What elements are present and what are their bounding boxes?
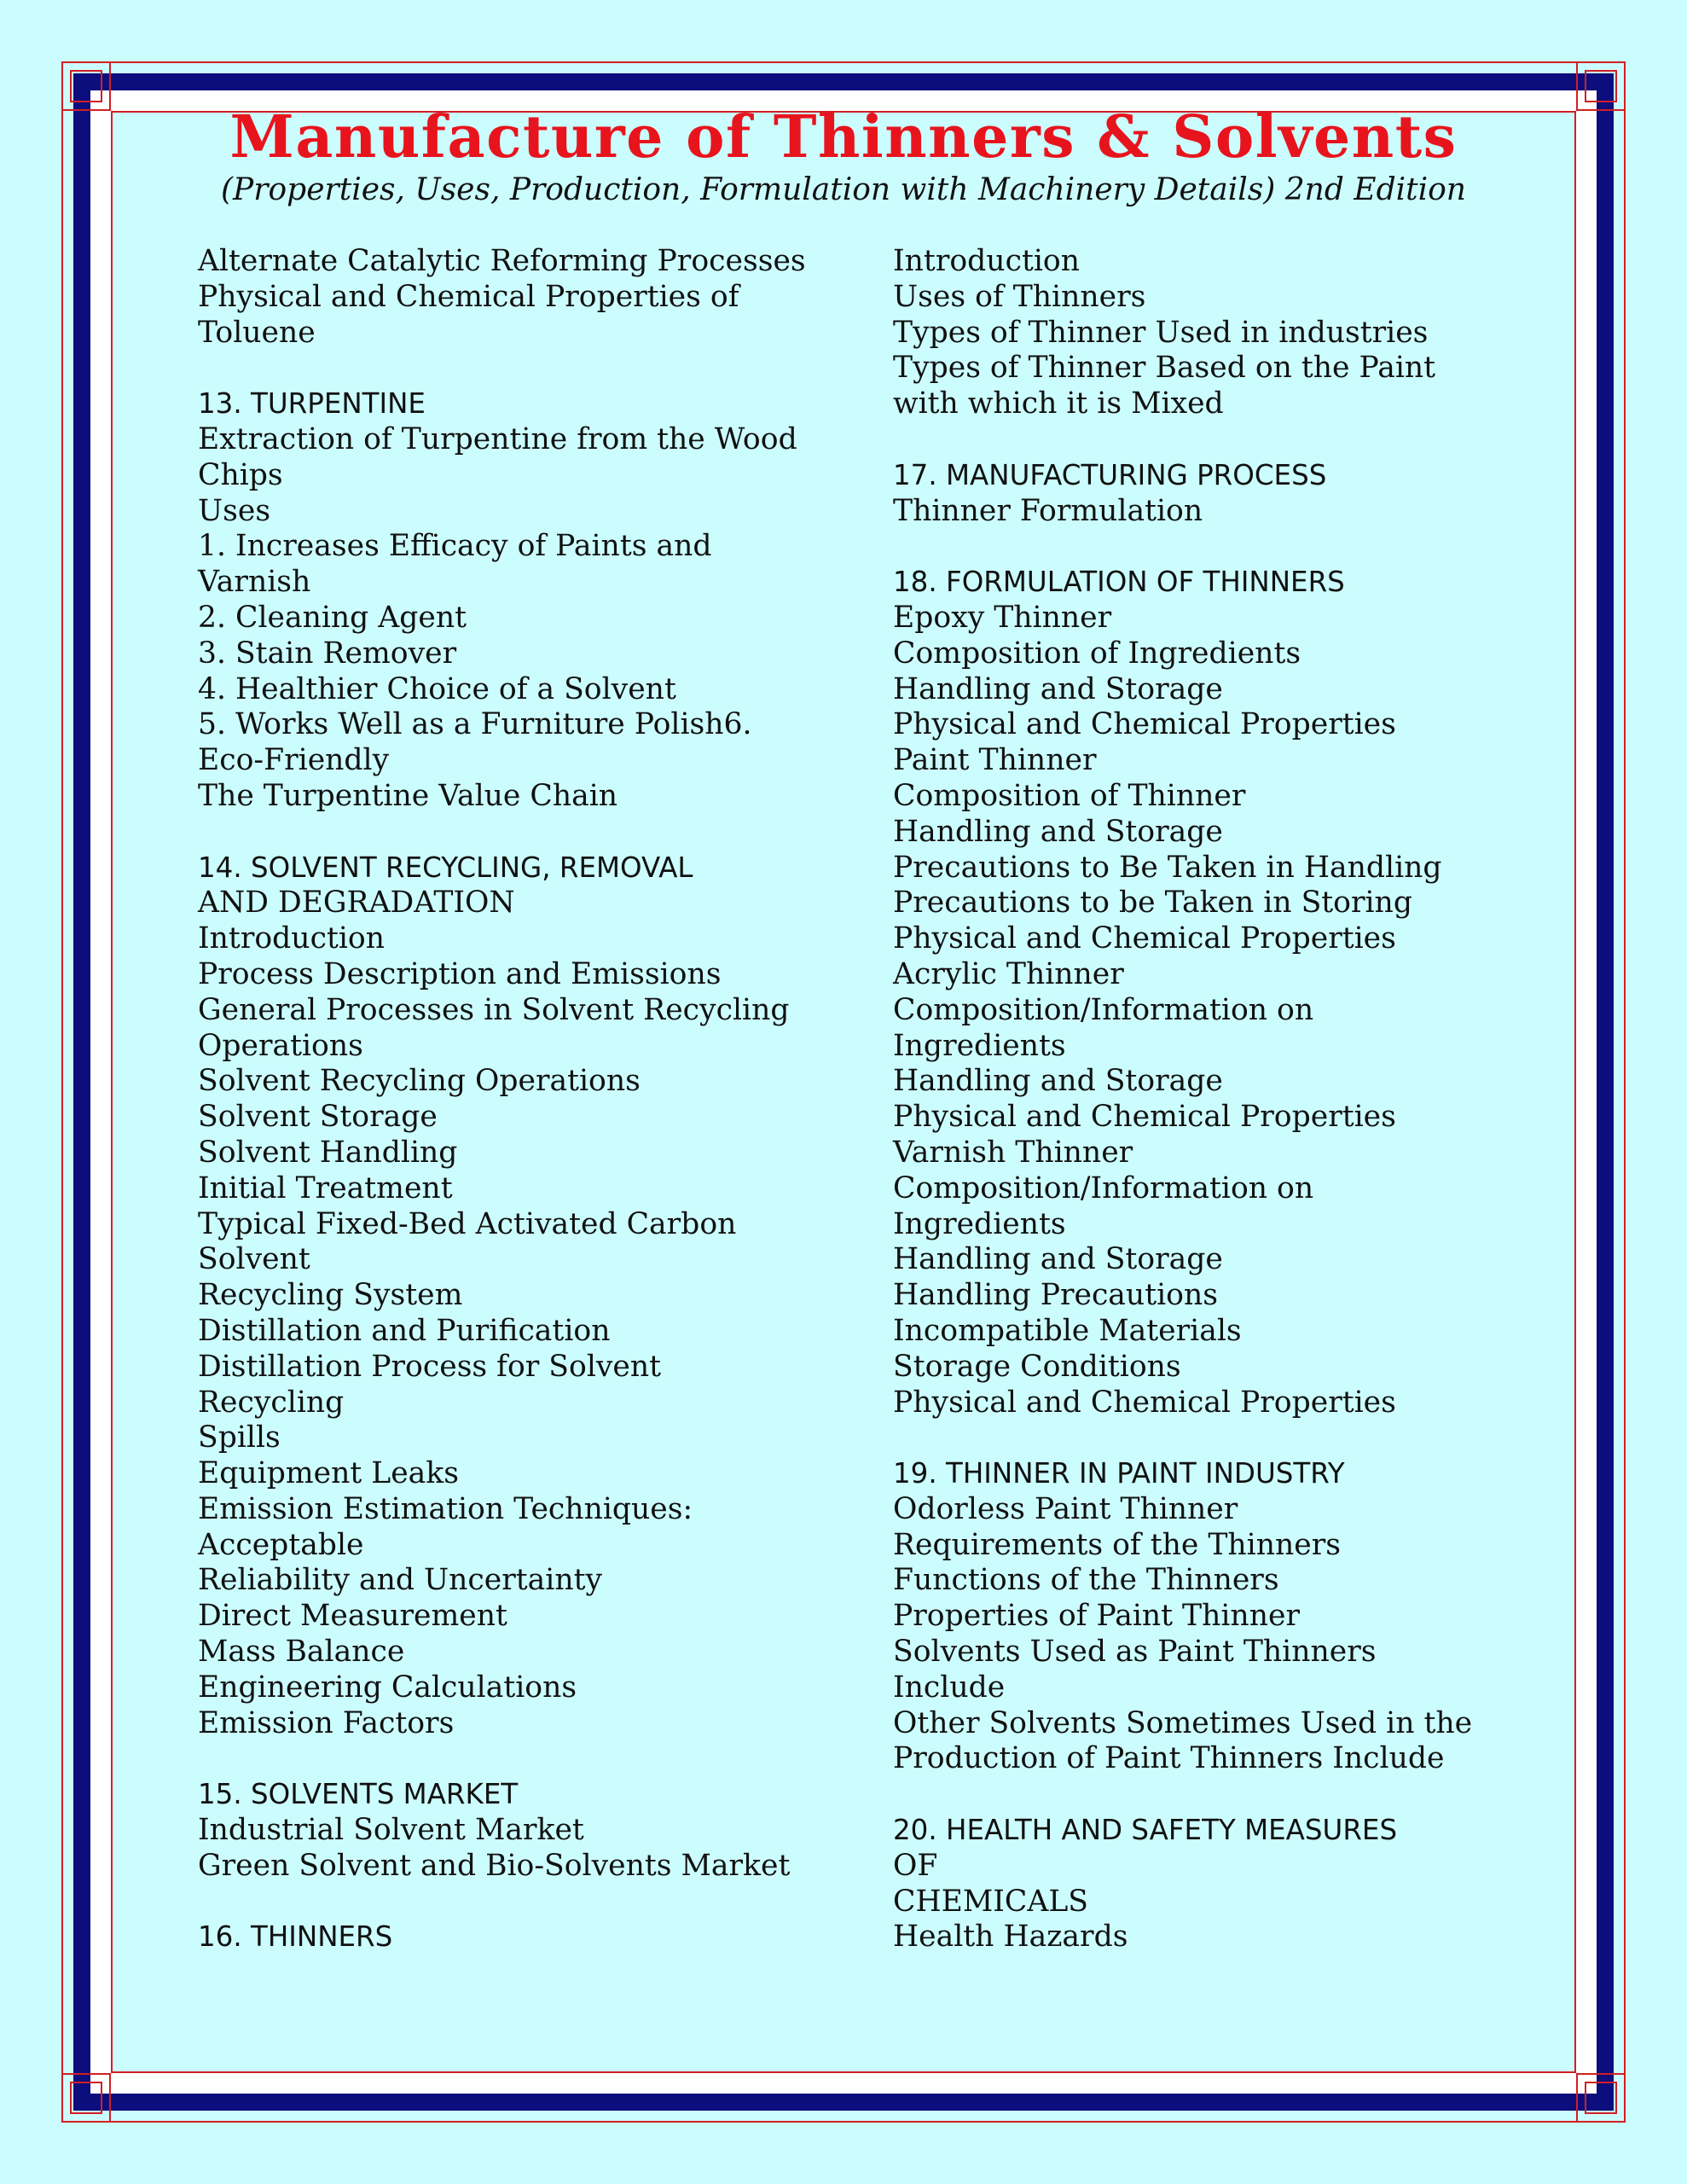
- toc-entry: Composition of Thinner: [893, 778, 1246, 813]
- toc-entry: Distillation and Purification: [198, 1313, 611, 1348]
- toc-entry: Physical and Chemical Properties: [893, 707, 1396, 742]
- spacer: [198, 1741, 855, 1777]
- toc-entry: Varnish: [198, 565, 311, 600]
- toc-entry: Recycling: [198, 1385, 345, 1420]
- toc-entry: Physical and Chemical Properties of: [198, 279, 739, 314]
- toc-entry: General Processes in Solvent Recycling: [198, 992, 790, 1027]
- toc-entry: Handling and Storage: [893, 814, 1223, 849]
- toc-entry: Recycling System: [198, 1278, 463, 1313]
- corner-ornament-bottom-right: [1576, 2073, 1626, 2123]
- toc-entry: Thinner Formulation: [893, 493, 1203, 528]
- toc-entry: with which it is Mixed: [893, 386, 1224, 421]
- toc-entry: Solvents Used as Paint Thinners: [893, 1635, 1377, 1670]
- toc-entry: Introduction: [893, 244, 1080, 278]
- toc-entry: Other Solvents Sometimes Used in the: [893, 1705, 1473, 1740]
- toc-entry: Production of Paint Thinners Include: [893, 1741, 1445, 1776]
- toc-entry: Equipment Leaks: [198, 1456, 459, 1491]
- toc-entry: Ingredients: [893, 1028, 1066, 1063]
- toc-entry: Emission Estimation Techniques:: [198, 1491, 693, 1526]
- toc-left-column: [198, 244, 855, 1955]
- section-heading: 19. THINNER IN PAINT INDUSTRY: [893, 1457, 1345, 1490]
- section-heading: 13. TURPENTINE: [198, 387, 426, 421]
- toc-entry: Industrial Solvent Market: [198, 1813, 584, 1848]
- toc-entry: Process Description and Emissions: [198, 956, 722, 991]
- toc-entry: Physical and Chemical Properties: [893, 1385, 1396, 1420]
- toc-entry: Epoxy Thinner: [893, 600, 1112, 635]
- toc-entry: 2. Cleaning Agent: [198, 600, 467, 635]
- toc-entry: Health Hazards: [893, 1920, 1128, 1955]
- section-heading: 20. HEALTH AND SAFETY MEASURES: [893, 1814, 1398, 1847]
- corner-ornament-bottom-left: [61, 2073, 111, 2123]
- spacer: [893, 1777, 1550, 1813]
- toc-entry: Introduction: [198, 921, 385, 956]
- toc-entry: Uses of Thinners: [893, 279, 1146, 314]
- section-heading: 18. FORMULATION OF THINNERS: [893, 566, 1345, 599]
- toc-entry: Handling and Storage: [893, 671, 1223, 706]
- toc-entry: Solvent Recycling Operations: [198, 1064, 641, 1099]
- toc-entry: Precautions to be Taken in Storing: [893, 886, 1412, 921]
- toc-entry: Precautions to Be Taken in Handling: [893, 850, 1442, 885]
- toc-entry: Solvent: [198, 1242, 310, 1277]
- toc-entry: Handling and Storage: [893, 1242, 1223, 1277]
- toc-entry: Reliability and Uncertainty: [198, 1563, 603, 1598]
- toc-entry: Solvent Storage: [198, 1100, 438, 1135]
- toc-entry: Requirements of the Thinners: [893, 1527, 1342, 1562]
- toc-entry: 4. Healthier Choice of a Solvent: [198, 671, 676, 706]
- toc-entry: Acrylic Thinner: [893, 956, 1124, 991]
- toc-entry: Green Solvent and Bio-Solvents Market: [198, 1848, 791, 1883]
- toc-entry: Incompatible Materials: [893, 1313, 1242, 1348]
- toc-entry: AND DEGRADATION: [198, 886, 515, 921]
- page-subtitle: (Properties, Uses, Production, Formulation with Machinery Details) 2nd Edition: [221, 172, 1466, 207]
- toc-entry: Direct Measurement: [198, 1599, 507, 1634]
- toc-entry: Acceptable: [198, 1527, 364, 1562]
- toc-entry: 3. Stain Remover: [198, 636, 457, 671]
- toc-entry: Distillation Process for Solvent: [198, 1349, 662, 1384]
- spacer: [198, 815, 855, 851]
- toc-entry: Properties of Paint Thinner: [893, 1599, 1300, 1634]
- spacer: [198, 1885, 855, 1920]
- section-heading: 16. THINNERS: [198, 1920, 393, 1954]
- toc-entry: Functions of the Thinners: [893, 1563, 1279, 1598]
- toc-entry: OF: [893, 1848, 938, 1883]
- toc-entry: 1. Increases Efficacy of Paints and: [198, 529, 712, 564]
- page-title: Manufacture of Thinners & Solvents: [229, 103, 1458, 171]
- toc-entry: Handling Precautions: [893, 1278, 1218, 1313]
- section-heading: 15. SOLVENTS MARKET: [198, 1778, 519, 1811]
- toc-entry: Composition/Information on: [893, 1170, 1314, 1205]
- toc-entry: Typical Fixed-Bed Activated Carbon: [198, 1206, 737, 1241]
- toc-entry: Include: [893, 1670, 1006, 1705]
- toc-entry: Handling and Storage: [893, 1064, 1223, 1099]
- toc-entry: Composition of Ingredients: [893, 636, 1301, 671]
- toc-entry: Extraction of Turpentine from the Wood: [198, 421, 797, 456]
- toc-entry: Paint Thinner: [893, 743, 1097, 778]
- toc-entry: Emission Factors: [198, 1705, 455, 1740]
- section-heading: 17. MANUFACTURING PROCESS: [893, 458, 1327, 491]
- toc-entry: Alternate Catalytic Reforming Processes: [198, 244, 806, 278]
- spacer: [893, 529, 1550, 565]
- spacer: [893, 1420, 1550, 1456]
- toc-entry: Spills: [198, 1420, 281, 1455]
- toc-entry: Operations: [198, 1028, 363, 1063]
- toc-entry: Uses: [198, 493, 271, 528]
- toc-entry: Initial Treatment: [198, 1170, 453, 1205]
- toc-entry: Chips: [198, 457, 283, 492]
- toc-entry: Solvent Handling: [198, 1135, 458, 1170]
- toc-entry: Composition/Information on: [893, 992, 1314, 1027]
- toc-entry: Storage Conditions: [893, 1349, 1181, 1384]
- toc-entry: Ingredients: [893, 1206, 1066, 1241]
- spacer: [893, 422, 1550, 458]
- toc-entry: The Turpentine Value Chain: [198, 778, 618, 813]
- toc-entry: Physical and Chemical Properties: [893, 1100, 1396, 1135]
- toc-entry: Types of Thinner Used in industries: [893, 315, 1429, 350]
- toc-right-column: [893, 244, 1550, 1955]
- section-heading: 14. SOLVENT RECYCLING, REMOVAL: [198, 851, 693, 884]
- toc-entry: Varnish Thinner: [893, 1135, 1133, 1170]
- toc-entry: Types of Thinner Based on the Paint: [893, 351, 1436, 386]
- spacer: [198, 351, 855, 386]
- toc-entry: CHEMICALS: [893, 1884, 1088, 1919]
- toc-entry: 5. Works Well as a Furniture Polish6.: [198, 707, 752, 742]
- toc-entry: Toluene: [198, 315, 316, 350]
- toc-entry: Engineering Calculations: [198, 1670, 577, 1705]
- toc-entry: Physical and Chemical Properties: [893, 921, 1396, 956]
- toc-entry: Eco-Friendly: [198, 743, 390, 778]
- toc-entry: Odorless Paint Thinner: [893, 1491, 1238, 1526]
- toc-entry: Mass Balance: [198, 1635, 405, 1670]
